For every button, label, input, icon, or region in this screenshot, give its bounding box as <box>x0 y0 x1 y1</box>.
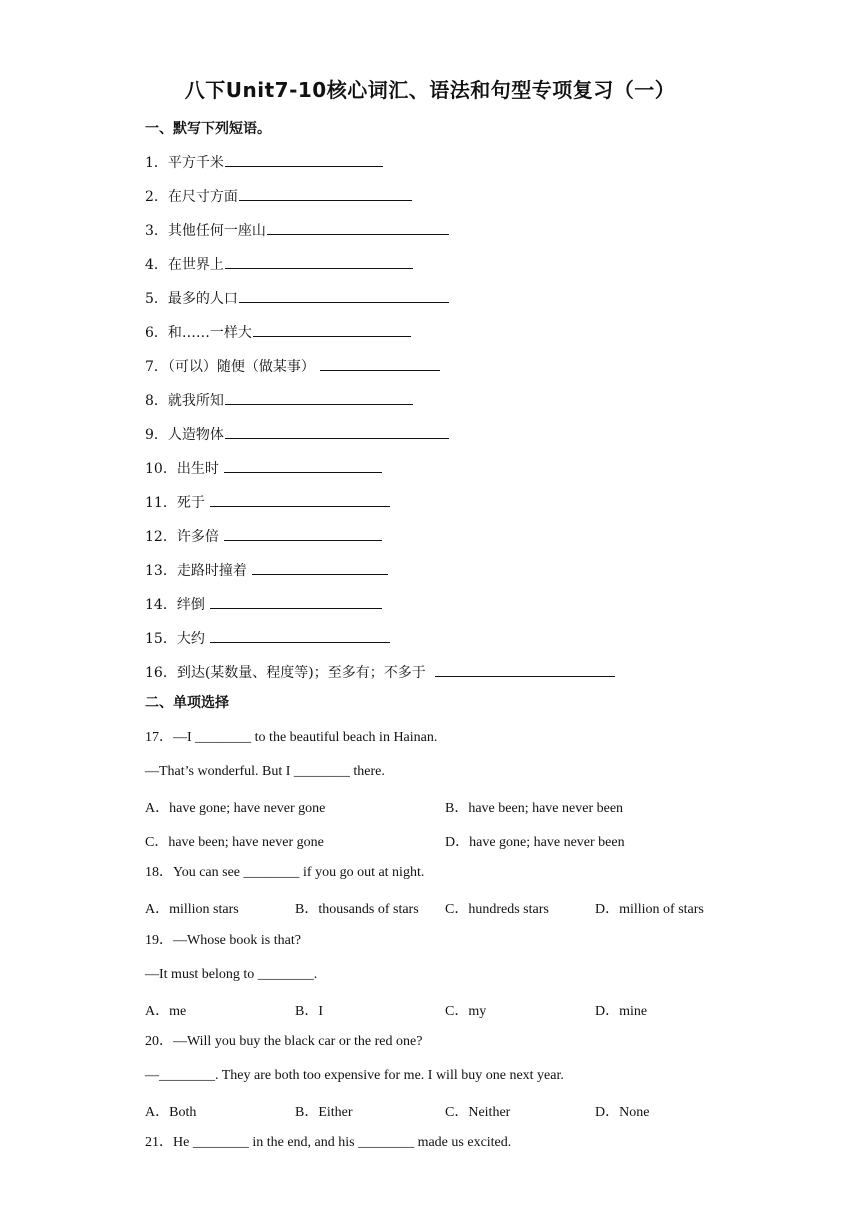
phrase-text: 走路时撞着 <box>176 563 247 579</box>
phrase-text: 人造物体 <box>167 427 224 443</box>
phrase-item <box>145 322 411 342</box>
question-number: 21． <box>145 1135 173 1150</box>
phrase-text: 其他任何一座山 <box>167 223 266 239</box>
answer-blank[interactable] <box>253 322 411 337</box>
question-text: —Whose book is that? <box>173 933 301 948</box>
question-number: 18． <box>145 865 173 880</box>
question-17 <box>145 729 437 747</box>
item-number: 2． <box>145 189 168 205</box>
option-a[interactable]: A．me <box>145 1004 187 1019</box>
answer-blank[interactable] <box>224 458 382 473</box>
answer-blank[interactable] <box>239 288 449 303</box>
answer-blank[interactable] <box>225 152 383 167</box>
option-c[interactable]: C．have been; have never gone <box>145 835 324 850</box>
phrase-text: 绊倒 <box>176 597 205 613</box>
option-c[interactable]: C．hundreds stars <box>445 902 549 917</box>
question-number: 17． <box>145 730 173 745</box>
section-heading-multiple-choice: 二、单项选择 <box>145 695 229 711</box>
answer-blank[interactable] <box>225 424 449 439</box>
option-d[interactable]: D．million of stars <box>595 902 704 917</box>
phrase-text: 最多的人口 <box>167 291 238 307</box>
phrase-item <box>145 220 449 240</box>
phrase-item <box>145 560 388 580</box>
option-b[interactable]: B．have been; have never been <box>445 801 624 816</box>
option-b[interactable]: B．Either <box>295 1105 353 1120</box>
page-title: 八下Unit7-10核心词汇、语法和句型专项复习（一） <box>184 78 676 102</box>
phrase-text: 出生时 <box>176 461 219 477</box>
question-19 <box>145 932 301 950</box>
question-19-line-2: —It must belong to ________. <box>145 967 318 982</box>
phrase-item <box>145 356 440 376</box>
phrase-item <box>145 628 390 648</box>
item-number: 12． <box>145 529 177 545</box>
answer-blank[interactable] <box>210 492 390 507</box>
item-number: 5． <box>145 291 168 307</box>
item-number: 10． <box>145 461 177 477</box>
question-text: He ________ in the end, and his ________ made us excited. <box>173 1135 512 1150</box>
answer-blank[interactable] <box>320 356 440 371</box>
answer-blank[interactable] <box>239 186 412 201</box>
phrase-item <box>145 254 413 274</box>
phrase-item <box>145 526 382 546</box>
item-number: 1． <box>145 155 168 171</box>
phrase-text: 平方千米 <box>167 155 224 171</box>
answer-blank[interactable] <box>252 560 388 575</box>
phrase-item <box>145 152 383 172</box>
option-d[interactable]: D．mine <box>595 1004 648 1019</box>
option-a[interactable]: A．million stars <box>145 902 239 917</box>
item-number: 14． <box>145 597 177 613</box>
item-number: 13． <box>145 563 177 579</box>
phrase-text: 大约 <box>176 631 205 647</box>
phrase-text: 和……一样大 <box>167 325 252 341</box>
question-18 <box>145 864 424 882</box>
item-number: 6． <box>145 325 168 341</box>
phrase-text: 在尺寸方面 <box>167 189 238 205</box>
option-c[interactable]: C．my <box>445 1004 487 1019</box>
option-a[interactable]: A．Both <box>145 1105 197 1120</box>
phrase-text: （可以）随便（做某事） <box>167 359 315 375</box>
phrase-item <box>145 186 412 206</box>
phrase-item <box>145 424 449 444</box>
item-number: 3． <box>145 223 168 239</box>
option-c[interactable]: C．Neither <box>445 1105 511 1120</box>
answer-blank[interactable] <box>435 662 615 677</box>
option-d[interactable]: D．None <box>595 1105 650 1120</box>
section-heading-phrases: 一、默写下列短语。 <box>145 121 271 137</box>
phrase-text: 就我所知 <box>167 393 224 409</box>
phrase-item <box>145 662 615 682</box>
option-a[interactable]: A．have gone; have never gone <box>145 801 326 816</box>
phrase-text: 在世界上 <box>167 257 224 273</box>
item-number: 9． <box>145 427 168 443</box>
option-b[interactable]: B．thousands of stars <box>295 902 419 917</box>
answer-blank[interactable] <box>225 254 413 269</box>
answer-blank[interactable] <box>267 220 449 235</box>
question-number: 20． <box>145 1034 173 1049</box>
option-b[interactable]: B．I <box>295 1004 323 1019</box>
question-21 <box>145 1134 511 1152</box>
answer-blank[interactable] <box>210 594 382 609</box>
question-text: —I ________ to the beautiful beach in Hainan. <box>173 730 438 745</box>
phrase-item <box>145 492 390 512</box>
answer-blank[interactable] <box>210 628 390 643</box>
item-number: 7． <box>145 359 168 375</box>
answer-blank[interactable] <box>224 526 382 541</box>
phrase-item <box>145 458 382 478</box>
question-text: You can see ________ if you go out at night. <box>173 865 425 880</box>
item-number: 11． <box>145 495 177 511</box>
item-number: 15． <box>145 631 177 647</box>
phrase-item <box>145 390 413 410</box>
item-number: 4． <box>145 257 168 273</box>
phrase-text: 到达(某数量、程度等)；至多有；不多于 <box>176 665 426 681</box>
question-20 <box>145 1033 422 1051</box>
question-text: —Will you buy the black car or the red one? <box>173 1034 423 1049</box>
item-number: 8． <box>145 393 168 409</box>
question-20-line-2: —________. They are both too expensive for me. I will buy one next year. <box>145 1068 564 1083</box>
phrase-text: 许多倍 <box>176 529 219 545</box>
answer-blank[interactable] <box>225 390 413 405</box>
phrase-item <box>145 594 382 614</box>
phrase-item <box>145 288 449 308</box>
item-number: 16． <box>145 665 177 681</box>
option-d[interactable]: D．have gone; have never been <box>445 835 625 850</box>
question-number: 19． <box>145 933 173 948</box>
question-17-line-2: —That’s wonderful. But I ________ there. <box>145 764 385 779</box>
phrase-text: 死于 <box>176 495 205 511</box>
